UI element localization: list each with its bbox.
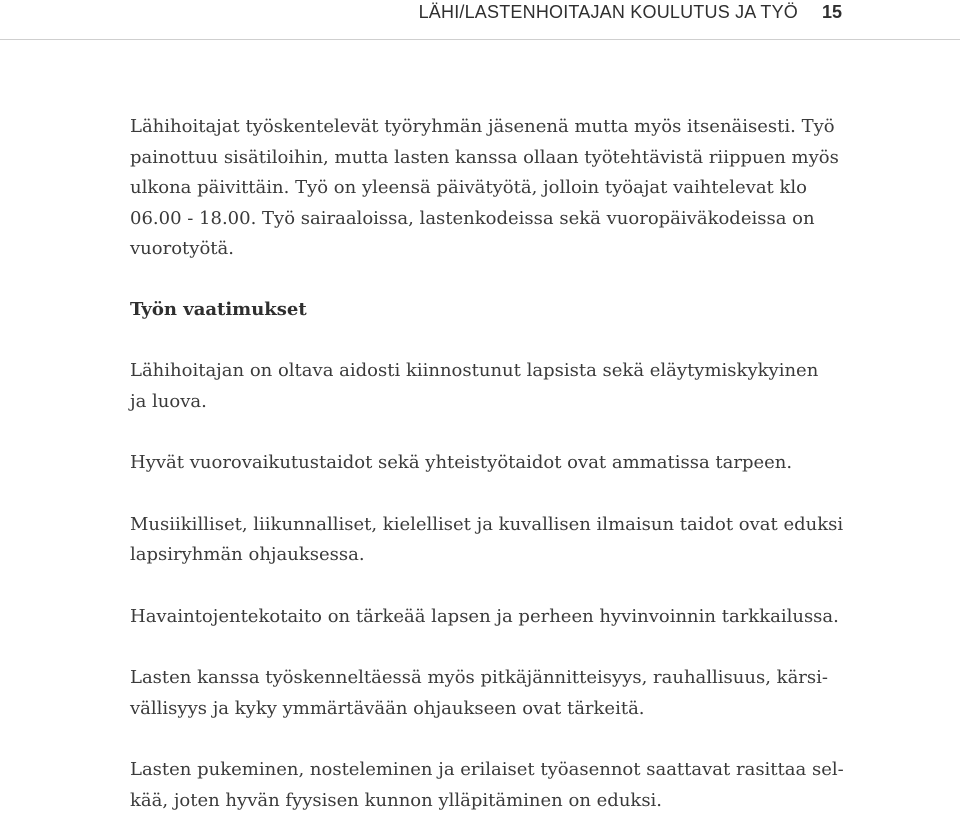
- text-line: painottuu sisätiloihin, mutta lasten kanssa ollaan työtehtävistä riippuen myös: [130, 146, 839, 168]
- text-line: vuorotyötä.: [130, 238, 234, 259]
- section-heading: Työn vaatimukset: [130, 298, 307, 320]
- text-line: Havaintojentekotaito on tärkeää lapsen ja perheen hyvinvoinnin tarkkailussa.: [130, 605, 839, 627]
- text-line: Musiikilliset, liikunnalliset, kielelliset ja kuvallisen ilmaisun taidot ovat eduksi: [130, 513, 844, 535]
- text-line: kää, joten hyvän fyysisen kunnon ylläpitäminen on eduksi.: [130, 789, 663, 811]
- text-line: Lähihoitajat työskentelevät työryhmän jäsenenä mutta myös itsenäisesti. Työ: [130, 116, 835, 137]
- requirement-paragraph: [130, 663, 850, 724]
- text-line: 06.00 - 18.00. Työ sairaaloissa, lastenkodeissa sekä vuoropäiväkodeissa on: [130, 207, 815, 229]
- page-number: 15: [821, 2, 842, 22]
- running-header-title: LÄHI/LASTENHOITAJAN KOULUTUS JA TYÖ: [418, 2, 798, 22]
- requirement-paragraph: [130, 602, 850, 633]
- text-line: vällisyys ja kyky ymmärtävään ohjaukseen ovat tärkeitä.: [130, 697, 645, 719]
- page-body: [130, 112, 850, 816]
- page-header: [0, 0, 960, 40]
- text-line: Lähihoitajan on oltava aidosti kiinnostunut lapsista sekä eläytymiskykyinen: [130, 360, 819, 381]
- text-line: Lasten kanssa työskenneltäessä myös pitkäjännitteisyys, rauhallisuus, kärsi-: [130, 667, 828, 688]
- text-line: Hyvät vuorovaikutustaidot sekä yhteistyötaidot ovat ammatissa tarpeen.: [130, 452, 793, 473]
- text-line: ja luova.: [130, 390, 207, 412]
- text-line: lapsiryhmän ohjauksessa.: [130, 544, 365, 565]
- text-line: Lasten pukeminen, nosteleminen ja erilaiset työasennot saattavat rasittaa sel-: [130, 759, 844, 780]
- requirement-paragraph: [130, 510, 850, 571]
- requirement-paragraph: [130, 448, 850, 479]
- requirement-paragraph: [130, 356, 850, 417]
- requirement-paragraph: [130, 755, 850, 816]
- intro-paragraph: [130, 112, 850, 265]
- text-line: ulkona päivittäin. Työ on yleensä päivätyötä, jolloin työajat vaihtelevat klo: [130, 177, 808, 198]
